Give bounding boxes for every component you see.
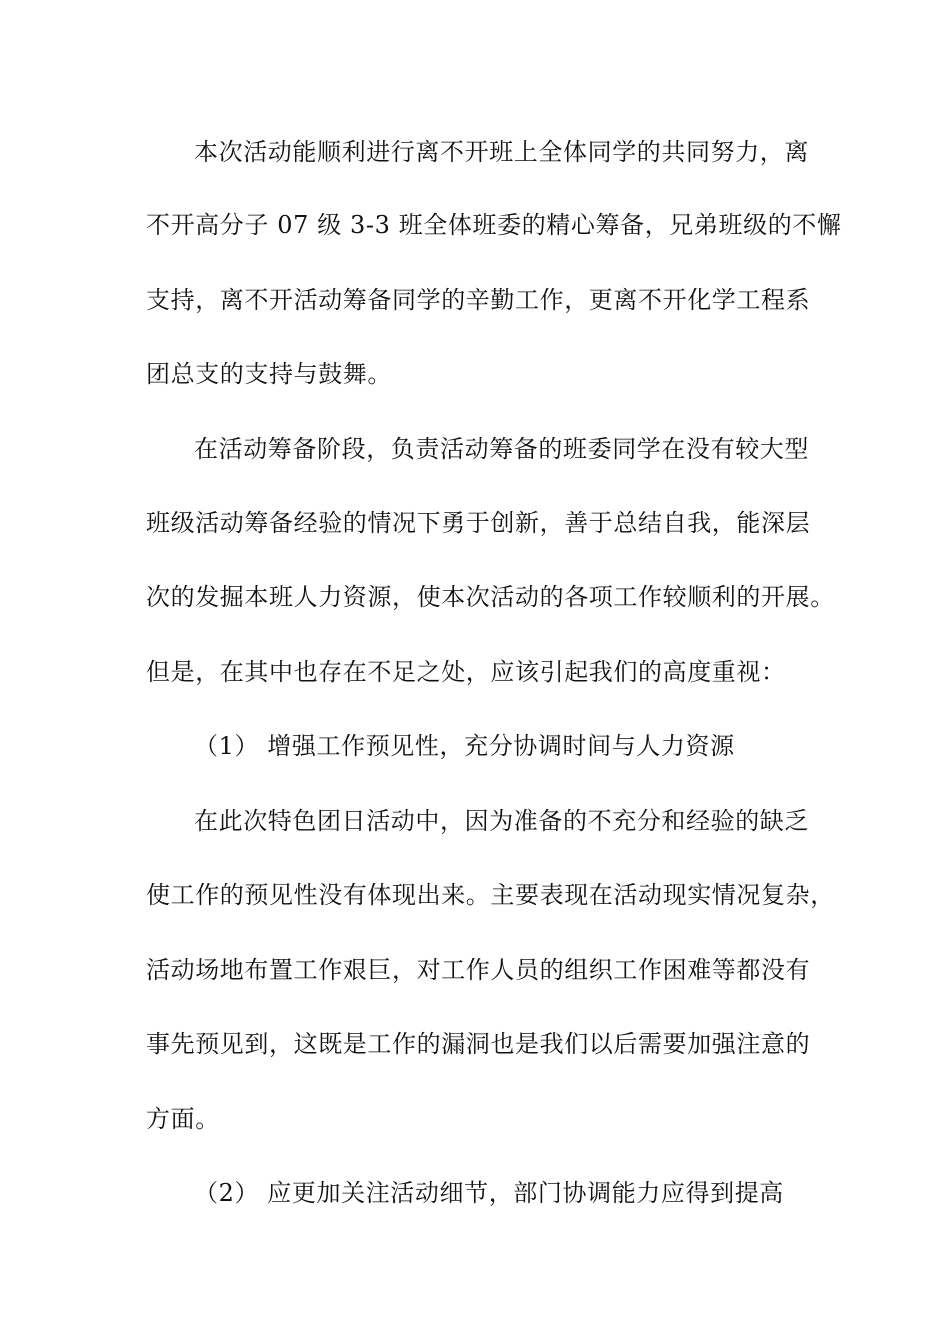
paragraph-3-line-2: 使工作的预见性没有体现出来。主要表现在活动现实情况复杂， xyxy=(146,881,835,909)
paragraph-3-line-3: 活动场地布置工作艰巨，对工作人员的组织工作困难等都没有 xyxy=(146,956,811,984)
section-heading-2: （2） 应更加关注活动细节，部门协调能力应得到提高 xyxy=(194,1179,784,1207)
section-heading-1: （1） 增强工作预见性，充分协调时间与人力资源 xyxy=(194,732,735,760)
paragraph-1-line-2: 不开高分子 07 级 3-3 班全体班委的精心筹备，兄弟班级的不懈 xyxy=(146,211,842,239)
paragraph-3-line-5: 方面。 xyxy=(146,1105,220,1133)
paragraph-3-line-1: 在此次特色团日活动中，因为准备的不充分和经验的缺乏 xyxy=(194,807,809,835)
paragraph-1-line-1: 本次活动能顺利进行离不开班上全体同学的共同努力，离 xyxy=(194,138,809,166)
paragraph-2-line-4: 但是，在其中也存在不足之处，应该引起我们的高度重视： xyxy=(146,658,786,686)
paragraph-2-line-3: 次的发掘本班人力资源，使本次活动的各项工作较顺利的开展。 xyxy=(146,583,835,611)
paragraph-3-line-4: 事先预见到，这既是工作的漏洞也是我们以后需要加强注意的 xyxy=(146,1030,811,1058)
paragraph-1-line-3: 支持，离不开活动筹备同学的辛勤工作，更离不开化学工程系 xyxy=(146,286,811,314)
paragraph-1-line-4: 团总支的支持与鼓舞。 xyxy=(146,360,392,388)
paragraph-2-line-2: 班级活动筹备经验的情况下勇于创新，善于总结自我，能深层 xyxy=(146,509,811,537)
paragraph-2-line-1: 在活动筹备阶段，负责活动筹备的班委同学在没有较大型 xyxy=(194,435,809,463)
